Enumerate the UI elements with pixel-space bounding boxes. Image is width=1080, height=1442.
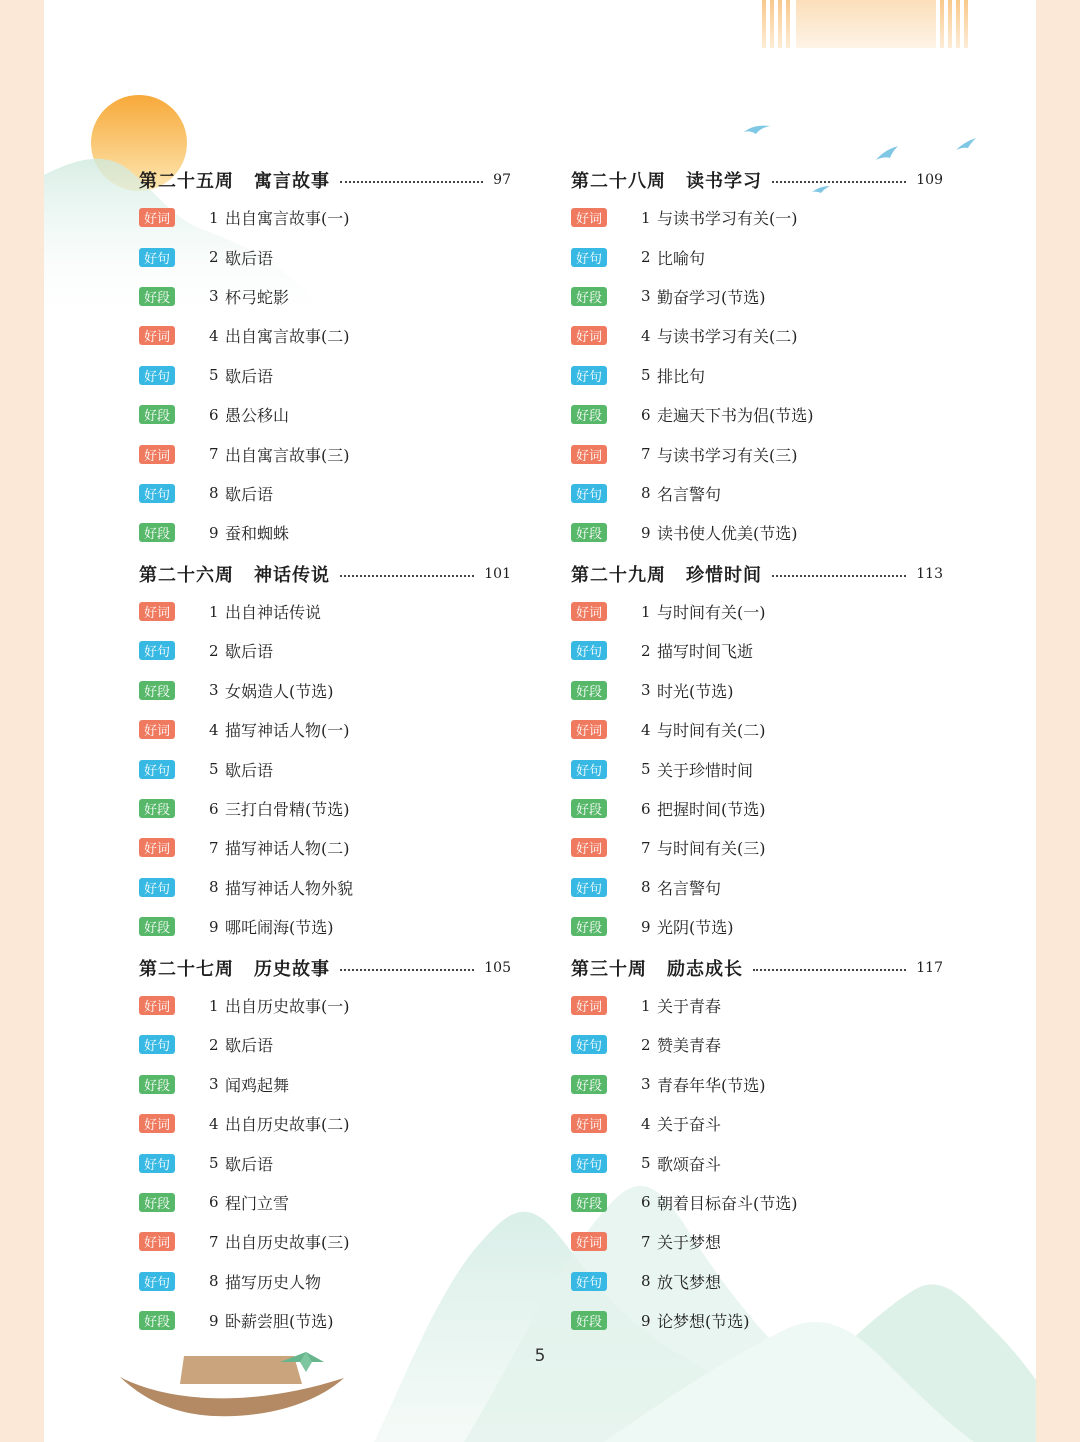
- week-number: 第二十九周: [571, 564, 666, 586]
- week-title: 历史故事: [254, 958, 330, 980]
- category-badge: 好词: [139, 602, 175, 621]
- toc-entry[interactable]: [139, 671, 511, 710]
- category-badge: 好词: [571, 1114, 607, 1133]
- entry-title: 关于奋斗: [657, 1115, 722, 1135]
- entry-title: 与时间有关(三): [657, 839, 766, 859]
- category-badge: 好段: [139, 681, 175, 700]
- entry-title: 描写神话人物(二): [225, 839, 350, 859]
- toc-entry[interactable]: [571, 1065, 943, 1104]
- category-badge: 好句: [571, 366, 607, 385]
- toc-entry[interactable]: [139, 434, 511, 473]
- entry-number: 4: [209, 326, 219, 345]
- entry-title: 名言警句: [657, 878, 722, 898]
- entry-number: 5: [641, 760, 651, 779]
- category-badge: 好词: [571, 838, 607, 857]
- entry-title: 时光(节选): [657, 681, 734, 701]
- category-badge: 好词: [571, 602, 607, 621]
- entry-title: 出自寓言故事(三): [225, 445, 350, 465]
- toc-entry[interactable]: [571, 631, 943, 670]
- entry-title: 读书使人优美(节选): [657, 524, 798, 544]
- week-heading[interactable]: [139, 162, 511, 198]
- entry-number: 1: [209, 602, 219, 621]
- entry-title: 歇后语: [225, 484, 274, 504]
- category-badge: 好句: [139, 760, 175, 779]
- entry-title: 哪吒闹海(节选): [225, 918, 334, 938]
- leader-dots: [772, 575, 906, 577]
- entry-number: 3: [641, 1075, 651, 1094]
- entry-title: 与读书学习有关(二): [657, 327, 798, 347]
- category-badge: 好段: [571, 405, 607, 424]
- page-number: 5: [534, 1346, 546, 1366]
- entry-title: 与时间有关(一): [657, 603, 766, 623]
- toc-entry[interactable]: [139, 1104, 511, 1143]
- entry-number: 4: [641, 1114, 651, 1133]
- toc-entry[interactable]: [571, 1143, 943, 1182]
- entry-number: 4: [641, 720, 651, 739]
- entry-number: 2: [641, 1035, 651, 1054]
- entry-number: 7: [209, 445, 219, 464]
- week-page-number: 109: [916, 172, 943, 188]
- week-title: 珍惜时间: [686, 564, 762, 586]
- category-badge: 好词: [139, 1232, 175, 1251]
- week-heading[interactable]: [139, 556, 511, 592]
- category-badge: 好词: [139, 838, 175, 857]
- entry-title: 歇后语: [225, 248, 274, 268]
- entry-title: 名言警句: [657, 484, 722, 504]
- week-number: 第二十六周: [139, 564, 234, 586]
- toc-entry[interactable]: [571, 749, 943, 788]
- entry-title: 与时间有关(二): [657, 721, 766, 741]
- category-badge: 好句: [571, 248, 607, 267]
- toc-entry[interactable]: [571, 1183, 943, 1222]
- toc-entry[interactable]: [139, 198, 511, 237]
- toc-entry[interactable]: [139, 592, 511, 631]
- category-badge: 好词: [139, 208, 175, 227]
- category-badge: 好段: [571, 1311, 607, 1330]
- stripe-decoration: [762, 0, 968, 48]
- toc-entry[interactable]: [139, 710, 511, 749]
- leader-dots: [340, 575, 474, 577]
- entry-title: 把握时间(节选): [657, 800, 766, 820]
- toc-column-right: [571, 162, 943, 1340]
- toc-entry[interactable]: [139, 316, 511, 355]
- entry-title: 描写时间飞逝: [657, 642, 754, 662]
- toc-entry[interactable]: [571, 237, 943, 276]
- toc-entry[interactable]: [139, 237, 511, 276]
- entry-number: 9: [209, 523, 219, 542]
- category-badge: 好句: [571, 1272, 607, 1291]
- entry-number: 2: [209, 641, 219, 660]
- entry-title: 朝着目标奋斗(节选): [657, 1193, 798, 1213]
- toc-entry[interactable]: [139, 1065, 511, 1104]
- category-badge: 好段: [571, 917, 607, 936]
- entry-number: 7: [641, 1232, 651, 1251]
- toc-entry[interactable]: [571, 316, 943, 355]
- entry-number: 1: [641, 996, 651, 1015]
- category-badge: 好段: [571, 1193, 607, 1212]
- toc-entry[interactable]: [571, 1301, 943, 1340]
- toc-entry[interactable]: [139, 1262, 511, 1301]
- entry-title: 歌颂奋斗: [657, 1154, 722, 1174]
- entry-title: 描写历史人物: [225, 1272, 322, 1292]
- entry-number: 5: [641, 366, 651, 385]
- entry-number: 6: [641, 405, 651, 424]
- entry-title: 关于青春: [657, 997, 722, 1016]
- week-heading[interactable]: [571, 950, 943, 986]
- week-title: 读书学习: [686, 171, 762, 192]
- entry-title: 出自历史故事(二): [225, 1115, 350, 1135]
- entry-number: 1: [209, 208, 219, 227]
- entry-number: 9: [641, 917, 651, 936]
- entry-number: 6: [209, 1193, 219, 1212]
- category-badge: 好段: [139, 1193, 175, 1212]
- entry-title: 放飞梦想: [657, 1272, 722, 1292]
- week-page-number: 101: [484, 565, 511, 582]
- category-badge: 好段: [139, 1075, 175, 1094]
- entry-number: 3: [641, 287, 651, 306]
- entry-number: 9: [209, 917, 219, 936]
- entry-title: 歇后语: [225, 366, 274, 386]
- category-badge: 好句: [571, 878, 607, 897]
- entry-title: 描写神话人物外貌: [225, 878, 354, 898]
- category-badge: 好句: [139, 366, 175, 385]
- category-badge: 好段: [139, 523, 175, 542]
- entry-title: 出自历史故事(一): [225, 997, 350, 1016]
- entry-title: 歇后语: [225, 1036, 274, 1056]
- category-badge: 好句: [571, 1154, 607, 1173]
- category-badge: 好段: [139, 405, 175, 424]
- toc-entry[interactable]: [571, 986, 943, 1025]
- entry-number: 4: [209, 720, 219, 739]
- boat-icon: [120, 1352, 344, 1416]
- entry-number: 8: [209, 878, 219, 897]
- entry-title: 出自神话传说: [225, 603, 322, 623]
- entry-number: 8: [641, 1272, 651, 1291]
- entry-number: 5: [641, 1154, 651, 1173]
- toc-entry[interactable]: [139, 1143, 511, 1182]
- entry-title: 歇后语: [225, 642, 274, 662]
- entry-title: 比喻句: [657, 248, 706, 268]
- week-heading[interactable]: [139, 950, 511, 986]
- entry-number: 5: [209, 366, 219, 385]
- entry-number: 4: [641, 326, 651, 345]
- toc-entry[interactable]: [139, 1025, 511, 1064]
- entry-title: 女娲造人(节选): [225, 681, 334, 701]
- entry-title: 关于珍惜时间: [657, 760, 754, 780]
- toc-entry[interactable]: [571, 1025, 943, 1064]
- category-badge: 好词: [139, 996, 175, 1015]
- toc-entry[interactable]: [571, 356, 943, 395]
- entry-title: 青春年华(节选): [657, 1075, 766, 1095]
- entry-title: 愚公移山: [225, 406, 290, 426]
- toc-entry[interactable]: [139, 513, 511, 552]
- entry-number: 7: [209, 1232, 219, 1251]
- toc-entry[interactable]: [571, 1222, 943, 1261]
- toc-entry[interactable]: [571, 434, 943, 473]
- toc-entry[interactable]: [571, 592, 943, 631]
- week-heading[interactable]: [571, 162, 943, 198]
- entry-title: 勤奋学习(节选): [657, 287, 766, 307]
- toc-entry[interactable]: [139, 277, 511, 316]
- entry-number: 8: [209, 1272, 219, 1291]
- toc-entry[interactable]: [571, 1262, 943, 1301]
- category-badge: 好句: [139, 1035, 175, 1054]
- category-badge: 好句: [139, 248, 175, 267]
- category-badge: 好句: [571, 484, 607, 503]
- entry-title: 卧薪尝胆(节选): [225, 1312, 334, 1332]
- toc-entry[interactable]: [139, 1222, 511, 1261]
- toc-entry[interactable]: [571, 671, 943, 710]
- toc-entry[interactable]: [571, 277, 943, 316]
- toc-entry[interactable]: [139, 474, 511, 513]
- toc-entry[interactable]: [139, 789, 511, 828]
- category-badge: 好段: [571, 1075, 607, 1094]
- entry-number: 3: [641, 681, 651, 700]
- entry-title: 蚕和蜘蛛: [225, 524, 290, 544]
- entry-title: 光阴(节选): [657, 918, 734, 938]
- leader-dots: [772, 181, 906, 183]
- toc-entry[interactable]: [139, 356, 511, 395]
- leader-dots: [340, 969, 474, 971]
- document-page: [44, 0, 1036, 1442]
- entry-number: 7: [641, 838, 651, 857]
- category-badge: 好句: [571, 1035, 607, 1054]
- category-badge: 好词: [139, 326, 175, 345]
- entry-number: 9: [641, 1311, 651, 1330]
- week-number: 第二十七周: [139, 958, 234, 980]
- entry-title: 出自寓言故事(一): [225, 209, 350, 229]
- entry-number: 5: [209, 1154, 219, 1173]
- entry-title: 闻鸡起舞: [225, 1075, 290, 1095]
- entry-number: 9: [209, 1311, 219, 1330]
- entry-number: 2: [641, 641, 651, 660]
- entry-number: 8: [641, 484, 651, 503]
- toc-entry[interactable]: [139, 868, 511, 907]
- toc-entry[interactable]: [139, 749, 511, 788]
- week-title: 励志成长: [667, 958, 743, 980]
- entry-number: 7: [641, 445, 651, 464]
- toc-entry[interactable]: [139, 1301, 511, 1340]
- week-page-number: 113: [916, 565, 943, 582]
- category-badge: 好句: [139, 878, 175, 897]
- entry-number: 6: [641, 799, 651, 818]
- toc-entry[interactable]: [139, 1183, 511, 1222]
- category-badge: 好词: [139, 445, 175, 464]
- toc-entry[interactable]: [571, 789, 943, 828]
- entry-number: 8: [209, 484, 219, 503]
- entry-number: 8: [641, 878, 651, 897]
- category-badge: 好段: [571, 799, 607, 818]
- category-badge: 好句: [139, 484, 175, 503]
- category-badge: 好词: [139, 720, 175, 739]
- toc-entry[interactable]: [571, 710, 943, 749]
- category-badge: 好句: [139, 1154, 175, 1173]
- entry-title: 与读书学习有关(一): [657, 209, 798, 229]
- week-title: 神话传说: [254, 564, 330, 586]
- entry-title: 出自历史故事(三): [225, 1233, 350, 1253]
- week-page-number: 105: [484, 959, 511, 976]
- entry-title: 歇后语: [225, 760, 274, 780]
- toc-entry[interactable]: [139, 395, 511, 434]
- entry-number: 2: [209, 1035, 219, 1054]
- category-badge: 好句: [571, 641, 607, 660]
- entry-title: 杯弓蛇影: [225, 287, 290, 307]
- entry-number: 3: [209, 681, 219, 700]
- category-badge: 好词: [139, 1114, 175, 1133]
- toc-entry[interactable]: [571, 395, 943, 434]
- category-badge: 好词: [571, 720, 607, 739]
- entry-number: 9: [641, 523, 651, 542]
- toc-entry[interactable]: [571, 513, 943, 552]
- week-title: 寓言故事: [254, 171, 330, 192]
- entry-title: 程门立雪: [225, 1193, 290, 1213]
- entry-title: 与读书学习有关(三): [657, 445, 798, 465]
- category-badge: 好词: [571, 996, 607, 1015]
- entry-title: 歇后语: [225, 1154, 274, 1174]
- entry-number: 1: [209, 996, 219, 1015]
- toc-entry[interactable]: [571, 1104, 943, 1143]
- leader-dots: [340, 181, 483, 183]
- category-badge: 好词: [571, 1232, 607, 1251]
- category-badge: 好段: [571, 681, 607, 700]
- toc-entry[interactable]: [139, 828, 511, 867]
- entry-title: 排比句: [657, 366, 706, 386]
- week-page-number: 117: [916, 959, 943, 976]
- category-badge: 好词: [571, 326, 607, 345]
- entry-number: 3: [209, 287, 219, 306]
- toc-entry[interactable]: [571, 198, 943, 237]
- category-badge: 好段: [139, 1311, 175, 1330]
- toc-column-left: [139, 162, 511, 1340]
- entry-number: 7: [209, 838, 219, 857]
- toc-entry[interactable]: [139, 907, 511, 946]
- entry-title: 走遍天下书为侣(节选): [657, 406, 814, 426]
- category-badge: 好段: [139, 799, 175, 818]
- entry-number: 2: [641, 248, 651, 267]
- entry-number: 4: [209, 1114, 219, 1133]
- category-badge: 好段: [139, 287, 175, 306]
- category-badge: 好段: [571, 287, 607, 306]
- entry-title: 描写神话人物(一): [225, 721, 350, 741]
- entry-title: 出自寓言故事(二): [225, 327, 350, 347]
- leader-dots: [753, 969, 906, 971]
- entry-number: 6: [641, 1193, 651, 1212]
- entry-number: 5: [209, 760, 219, 779]
- category-badge: 好词: [571, 445, 607, 464]
- entry-number: 6: [209, 799, 219, 818]
- category-badge: 好段: [571, 523, 607, 542]
- entry-number: 1: [641, 602, 651, 621]
- entry-number: 3: [209, 1075, 219, 1094]
- entry-number: 2: [209, 248, 219, 267]
- week-heading[interactable]: [571, 556, 943, 592]
- toc-entry[interactable]: [571, 868, 943, 907]
- entry-title: 关于梦想: [657, 1233, 722, 1253]
- week-number: 第二十五周: [139, 171, 234, 192]
- category-badge: 好词: [571, 208, 607, 227]
- entry-title: 赞美青春: [657, 1036, 722, 1056]
- category-badge: 好句: [571, 760, 607, 779]
- toc-entry[interactable]: [571, 907, 943, 946]
- entry-number: 1: [641, 208, 651, 227]
- week-number: 第二十八周: [571, 171, 666, 192]
- toc-entry[interactable]: [139, 986, 511, 1025]
- toc-entry[interactable]: [571, 474, 943, 513]
- toc-entry[interactable]: [139, 631, 511, 670]
- entry-title: 论梦想(节选): [657, 1312, 750, 1332]
- week-number: 第三十周: [571, 958, 647, 980]
- entry-title: 三打白骨精(节选): [225, 800, 350, 820]
- category-badge: 好句: [139, 1272, 175, 1291]
- toc-entry[interactable]: [571, 828, 943, 867]
- category-badge: 好段: [139, 917, 175, 936]
- entry-number: 6: [209, 405, 219, 424]
- category-badge: 好句: [139, 641, 175, 660]
- week-page-number: 97: [493, 172, 511, 188]
